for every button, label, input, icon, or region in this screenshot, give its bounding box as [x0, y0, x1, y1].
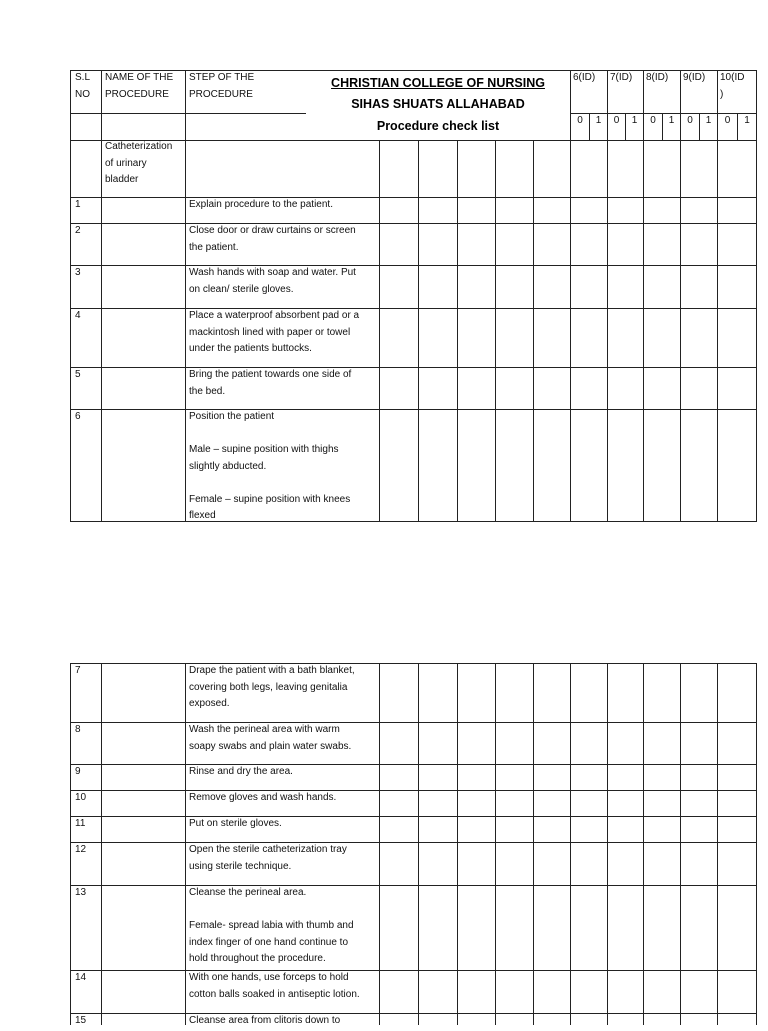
row-number: 9	[75, 766, 81, 777]
score-label-0: 0	[687, 115, 693, 126]
row-number: 7	[75, 665, 81, 676]
row-rule	[70, 223, 757, 224]
id-column-header: 6(ID)	[573, 72, 596, 83]
step-text: Drape the patient with a bath blanket, covering both legs, leaving genitalia exposed.	[189, 665, 355, 709]
id-column-header: 9(ID)	[683, 72, 706, 83]
score-col-divider	[379, 140, 380, 522]
row-rule	[70, 970, 757, 971]
score-label-1: 1	[668, 115, 675, 126]
row-number: 11	[75, 818, 86, 829]
col-divider	[185, 70, 186, 522]
score-col-divider	[680, 140, 681, 522]
col-divider	[101, 70, 102, 522]
score-col-divider	[643, 140, 644, 522]
step-text: Close door or draw curtains or screen the patient.	[189, 225, 356, 253]
table-left-border	[70, 70, 71, 522]
checklist-title: Procedure check list	[310, 118, 566, 135]
col-divider	[717, 663, 718, 1025]
score-col-divider	[495, 140, 496, 522]
row-rule	[70, 885, 757, 886]
step-text: Bring the patient towards one side of the bed.	[189, 369, 352, 397]
step-text: Cleanse area from clitoris down to	[189, 1015, 341, 1026]
step-text: Place a waterproof absorbent pad or a mackintosh lined with paper or towel under the patients buttocks.	[189, 310, 360, 354]
step-text: Rinse and dry the area.	[189, 766, 293, 777]
col-divider	[570, 663, 571, 1025]
row-number: 2	[75, 225, 81, 236]
step-text: Put on sterile gloves.	[189, 818, 282, 829]
score-col-divider	[418, 140, 419, 522]
row-number: 4	[75, 310, 81, 321]
college-location: SIHAS SHUATS ALLAHABAD	[310, 96, 566, 113]
col-divider	[418, 663, 419, 1025]
col-divider	[379, 663, 380, 1025]
row-number: 14	[75, 972, 87, 983]
table-bottom-rule	[70, 521, 757, 522]
id-col-divider	[717, 70, 718, 141]
row-rule	[70, 409, 757, 410]
row-rule	[70, 790, 757, 791]
header-mid-rule	[70, 113, 306, 114]
score-label-1: 1	[631, 115, 638, 126]
col-divider	[70, 663, 71, 1025]
step-text: Wash the perineal area with warm soapy swabs and plain water swabs.	[189, 724, 352, 752]
col-divider	[756, 663, 757, 1025]
college-title: CHRISTIAN COLLEGE OF NURSING	[310, 75, 566, 92]
id-column-header: 8(ID)	[646, 72, 669, 83]
step-text: Remove gloves and wash hands.	[189, 792, 337, 803]
table-right-border	[756, 70, 757, 522]
step-text: With one hands, use forceps to hold cotton balls soaked in antiseptic lotion.	[189, 972, 360, 1000]
step-text: Wash hands with soap and water. Put on clean/ sterile gloves.	[189, 267, 356, 295]
id-column-header: 10(ID )	[720, 72, 745, 100]
col-divider	[101, 663, 102, 1025]
row-number: 3	[75, 267, 81, 278]
procedure-name: Catheterization of urinary bladder	[105, 141, 173, 185]
score-col-divider	[607, 140, 608, 522]
score-col-divider	[717, 140, 718, 522]
row-rule	[70, 722, 757, 723]
score-label-0: 0	[724, 115, 731, 126]
row-number: 13	[75, 887, 87, 898]
id-col-divider	[680, 70, 681, 141]
row-number: 15	[75, 1015, 87, 1026]
step-text: Open the sterile catheterization tray using sterile technique.	[189, 844, 347, 872]
score-label-1: 1	[744, 115, 750, 126]
score-col-divider	[457, 140, 458, 522]
row-number: 6	[75, 411, 81, 422]
row-rule	[70, 265, 757, 266]
col-divider	[533, 663, 534, 1025]
procedure-name-header: NAME OF THE PROCEDURE	[105, 72, 174, 100]
col-divider	[643, 663, 644, 1025]
row-rule	[70, 842, 757, 843]
score-label-0: 0	[577, 115, 583, 126]
row-rule	[70, 197, 757, 198]
step-text: Explain procedure to the patient.	[189, 199, 333, 210]
row-rule	[70, 764, 757, 765]
row-rule	[70, 1013, 757, 1014]
row-rule	[70, 367, 757, 368]
id-col-divider	[607, 70, 608, 141]
col-divider	[680, 663, 681, 1025]
table-top-rule	[70, 663, 757, 664]
row-number: 5	[75, 369, 81, 380]
row-number: 8	[75, 724, 81, 735]
step-text: Cleanse the perineal area. Female- spread labia with thumb and index finger of one hand continue to hold throughout the procedure.	[189, 887, 354, 964]
row-number: 10	[75, 792, 87, 803]
col-divider	[457, 663, 458, 1025]
col-divider	[495, 663, 496, 1025]
row-rule	[70, 308, 757, 309]
col-divider	[185, 663, 186, 1025]
score-label-0: 0	[613, 115, 620, 126]
sl-no-header: S.L NO	[75, 72, 91, 100]
score-label-1: 1	[705, 115, 712, 126]
col-divider	[607, 663, 608, 1025]
score-col-divider	[533, 140, 534, 522]
id-column-header: 7(ID)	[610, 72, 633, 83]
row-rule	[70, 816, 757, 817]
row-number: 12	[75, 844, 87, 855]
score-col-divider	[570, 140, 571, 522]
score-label-0: 0	[650, 115, 656, 126]
step-text: Position the patient Male – supine position with thighs slightly abducted. Female – supine position with knees flexed	[189, 411, 351, 521]
step-header: STEP OF THE PROCEDURE	[189, 72, 255, 100]
score-label-1: 1	[595, 115, 602, 126]
id-col-divider	[643, 70, 644, 141]
id-col-divider	[570, 70, 571, 141]
row-number: 1	[75, 199, 81, 210]
